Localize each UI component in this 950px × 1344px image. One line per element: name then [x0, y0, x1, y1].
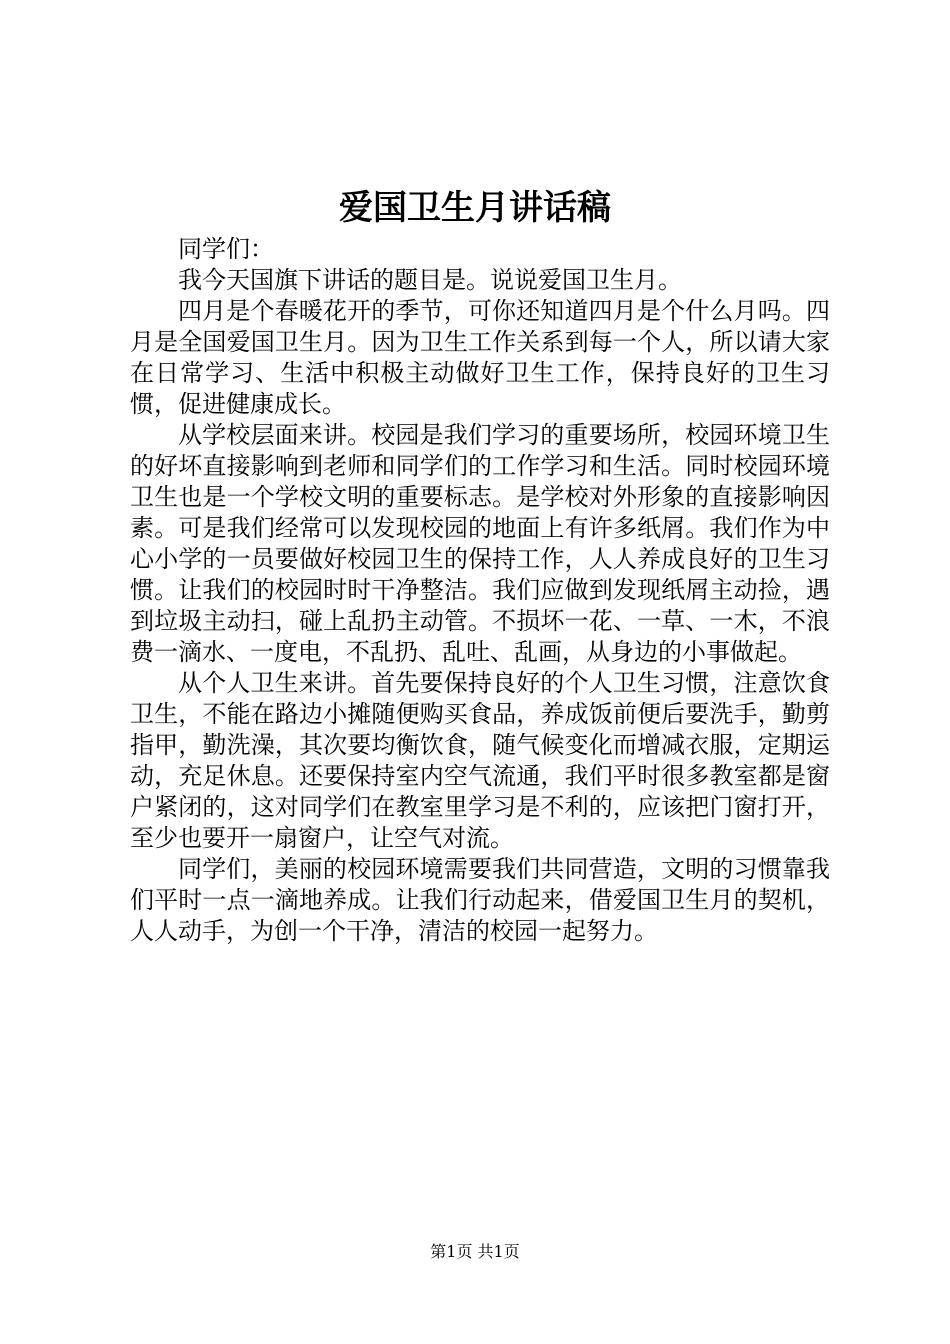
- paragraph-april: 四月是个春暖花开的季节，可你还知道四月是个什么月吗。四月是全国爱国卫生月。因为卫生工作关系到每一个人，所以请大家在日常学习、生活中积极主动做好卫生工作，保持良好的卫生习惯，促进健康成长。: [130, 297, 830, 418]
- page-title: 爱国卫生月讲话稿: [339, 188, 611, 228]
- page-number-footer: 第1页 共1页: [430, 1242, 520, 1261]
- paragraph-closing: 同学们，美丽的校园环境需要我们共同营造，文明的习惯靠我们平时一点一滴地养成。让我们行动起来，借爱国卫生月的契机，人人动手，为创一个干净，清洁的校园一起努力。: [130, 855, 830, 945]
- document-body: [130, 234, 830, 947]
- paragraph-school: 从学校层面来讲。校园是我们学习的重要场所，校园环境卫生的好坏直接影响到老师和同学们的工作学习和生活。同时校园环境卫生也是一个学校文明的重要标志。是学校对外形象的直接影响因素。可是我们经常可以发现校园的地面上有许多纸屑。我们作为中心小学的一员要做好校园卫生的保持工作，人人养成良好的卫生习惯。让我们的校园时时干净整洁。我们应做到发现纸屑主动捡，遇到垃圾主动扫，碰上乱扔主动管。不损坏一花、一草、一木，不浪费一滴水、一度电，不乱扔、乱吐、乱画，从身边的小事做起。: [130, 421, 830, 666]
- paragraph-personal: 从个人卫生来讲。首先要保持良好的个人卫生习惯，注意饮食卫生，不能在路边小摊随便购买食品，养成饭前便后要洗手，勤剪指甲，勤洗澡，其次要均衡饮食，随气候变化而增减衣服，定期运动，充足休息。还要保持室内空气流通，我们平时很多教室都是窗户紧闭的，这对同学们在教室里学习是不利的，应该把门窗打开，至少也要开一扇窗户，让空气对流。: [130, 669, 830, 852]
- salutation: 同学们：: [178, 235, 274, 263]
- paragraph-topic: 我今天国旗下讲话的题目是。说说爱国卫生月。: [178, 266, 682, 294]
